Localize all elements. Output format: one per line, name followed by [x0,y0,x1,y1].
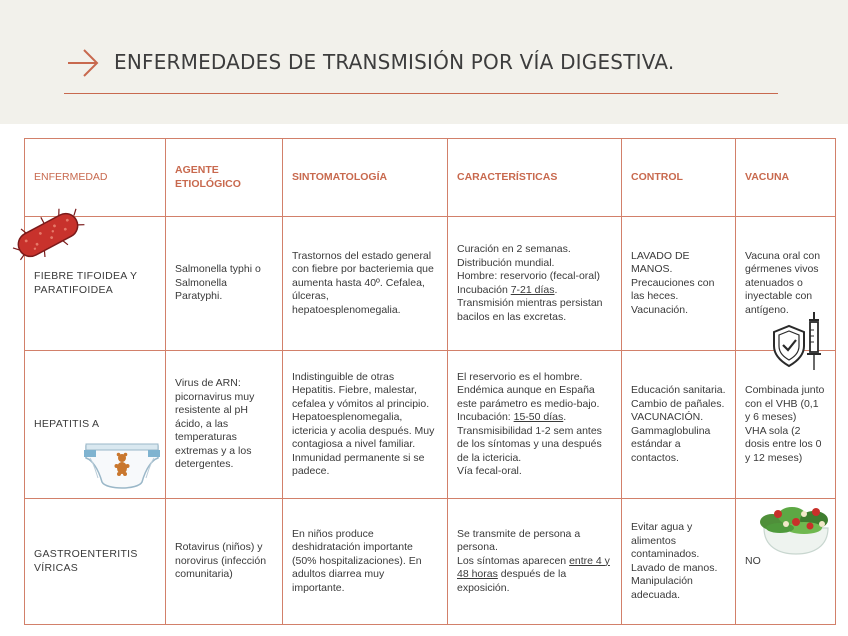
onset-period: entre 4 y 48 horas [457,554,610,581]
char-line: El reservorio es el hombre. [457,370,583,383]
cell-caracteristicas [448,217,622,351]
char-line: Distribución mundial. [457,256,555,269]
cell-sintomatologia: Indistinguible de otras Hepatitis. Fiebre, malestar, cefalea y vómitos al principio. Hepatoesplenomegalia, ictericia y acolia después. Muy contagiosa a nivel familiar. Inmunidad permanente si se padece. [283,351,448,499]
table-row [25,499,836,625]
shield-syringe-icon [770,310,828,372]
table-row [25,217,836,351]
vacuna-line: VHA sola (2 dosis entre los 0 y 12 meses) [745,424,822,464]
cell-caracteristicas [448,351,622,499]
page-title: ENFERMEDADES DE TRANSMISIÓN POR VÍA DIGESTIVA. [114,50,675,74]
cell-caracteristicas [448,499,622,625]
cell-control [622,351,736,499]
diseases-table [24,138,836,625]
char-line: . [554,283,558,296]
cell-sintomatologia: Trastornos del estado general con fiebre por bacteriemia que aumenta hasta 40º. Cefalea, úlceras, hepatoesplenomegalia. [283,217,448,351]
diaper-icon [82,438,162,494]
title-divider [64,93,778,94]
char-line: Curación en 2 semanas. [457,243,571,255]
cell-vacuna: NO [736,499,836,625]
header-sintomatologia: SINTOMATOLOGÍA [283,139,448,217]
char-line: Incubación [457,283,511,296]
control-line: Educación sanitaria. [631,384,726,396]
cell-agente: Virus de ARN: picornavirus muy resistente al pH ácido, a las temperaturas extremas y a los detergentes. [166,351,283,499]
cell-enfermedad: FIEBRE TIFOIDEA Y PARATIFOIDEA [25,217,166,351]
header-enfermedad: ENFERMEDAD [25,139,166,217]
char-line: Endémica aunque en España este parámetro es medio-bajo. [457,384,600,410]
char-line: . [563,411,567,423]
control-line: Cambio de pañales. [631,397,725,410]
cell-sintomatologia: En niños produce deshidratación importante (50% hospitalizaciones). En adultos diarrea muy importante. [283,499,448,625]
cell-agente: Salmonella typhi o Salmonella Paratyphi. [166,217,283,351]
cell-vacuna: Vacuna oral con gérmenes vivos atenuados o inyectable con antígeno. [736,217,836,351]
arrow-right-icon [66,48,100,78]
char-line: Hombre: reservorio (fecal-oral) [457,270,600,282]
header-vacuna: VACUNA [736,139,836,217]
cell-control: Evitar agua y alimentos contaminados. Lavado de manos. Manipulación adecuada. [622,499,736,625]
char-line: Vía fecal-oral. [457,465,522,477]
char-line: Se transmite de persona a persona. [457,527,581,554]
char-line: Transmisión mientras persistan bacilos en las excretas. [457,297,603,323]
char-line: después de la exposición. [457,568,567,594]
incubation-period: 15-50 días [513,411,564,423]
incubation-period: 7-21 días [510,283,555,296]
table-header-row [25,139,836,217]
cell-enfermedad: GASTROENTERITIS VÍRICAS [25,499,166,625]
cell-agente: Rotavirus (niños) y norovirus (infección comunitaria) [166,499,283,625]
char-line: Transmisibilidad 1-2 sem antes de los síntomas y una después de la ictericia. [457,424,602,464]
cell-enfermedad: HEPATITIS A [25,351,166,499]
vacuna-line: Combinada junto con el VHB (0,1 y 6 meses) [745,384,825,423]
salad-bowl-icon [756,498,836,556]
header-caracteristicas: CARACTERÍSTICAS [448,139,622,217]
cell-control: LAVADO DE MANOS. Precauciones con las heces. Vacunación. [622,217,736,351]
bacteria-icon [10,208,86,262]
cell-vacuna [736,351,836,499]
header-control: CONTROL [622,139,736,217]
control-line: VACUNACIÓN. [631,411,704,423]
header-agente: AGENTE ETIOLÓGICO [166,139,283,217]
control-line: Gammaglobulina estándar a contactos. [631,424,711,464]
char-line: Los síntomas aparecen [457,554,570,567]
char-line: Incubación: [457,411,514,423]
